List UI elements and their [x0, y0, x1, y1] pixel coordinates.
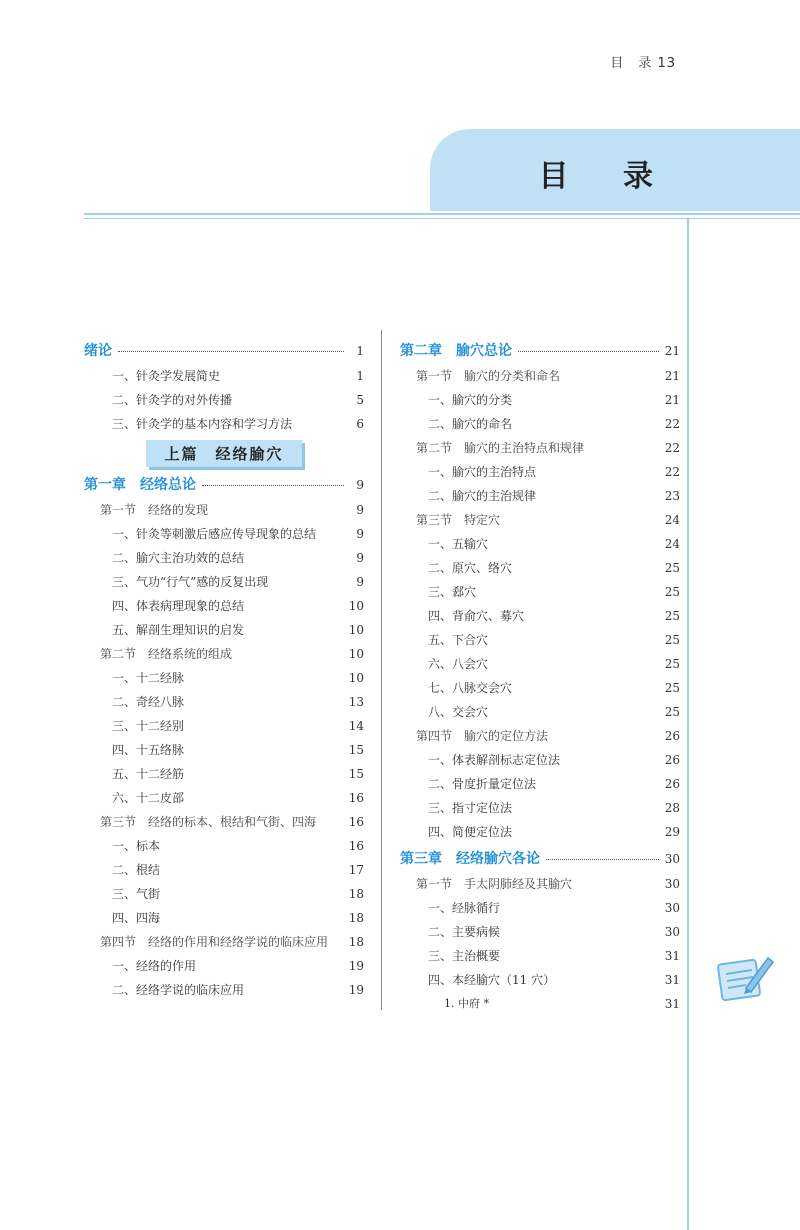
toc-entry-sub[interactable]	[84, 522, 364, 546]
toc-entry-title: 三、针灸学的基本内容和学习方法	[112, 417, 293, 431]
toc-entry-sub[interactable]	[400, 896, 680, 920]
toc-entry-page: 24	[664, 537, 680, 551]
toc-entry-sub[interactable]	[84, 546, 364, 570]
toc-entry-sec[interactable]	[400, 436, 680, 460]
toc-entry-sub[interactable]	[400, 460, 680, 484]
toc-entry-title: 二、腧穴的命名	[428, 417, 513, 431]
toc-entry-page: 22	[664, 417, 680, 431]
toc-entry-title: 三、主治概要	[428, 949, 501, 963]
toc-entry-page: 31	[664, 997, 680, 1011]
toc-entry-title: 第四节 腧穴的定位方法	[416, 729, 549, 743]
toc-entry-page: 18	[348, 911, 364, 925]
toc-entry-sub[interactable]	[400, 820, 680, 844]
toc-entry-page: 21	[664, 369, 680, 383]
toc-entry-page: 30	[664, 925, 680, 939]
toc-entry-title: 第一节 经络的发现	[100, 503, 209, 517]
toc-entry-sub[interactable]	[400, 944, 680, 968]
toc-entry-page: 16	[348, 815, 364, 829]
toc-entry-page: 9	[356, 527, 364, 541]
toc-entry-title: 第二节 腧穴的主治特点和规律	[416, 441, 585, 455]
toc-entry-title: 1. 中府 *	[444, 997, 489, 1010]
toc-entry-page: 22	[664, 441, 680, 455]
toc-entry-sub[interactable]	[400, 772, 680, 796]
toc-entry-title: 六、八会穴	[428, 657, 489, 671]
toc-entry-sub[interactable]	[400, 388, 680, 412]
toc-entry-sub[interactable]	[84, 906, 364, 930]
toc-entry-page: 13	[348, 695, 364, 709]
toc-entry-page: 6	[356, 417, 364, 431]
page-title: 目 录	[538, 159, 675, 194]
toc-entry-title: 二、主要病候	[428, 925, 501, 939]
toc-entry-chap[interactable]	[400, 338, 680, 364]
toc-entry-page: 9	[356, 575, 364, 589]
toc-entry-sub[interactable]	[84, 762, 364, 786]
toc-entry-sub[interactable]	[84, 954, 364, 978]
toc-entry-title: 五、十二经筋	[112, 767, 185, 781]
toc-entry-page: 28	[664, 801, 680, 815]
toc-entry-page: 19	[348, 959, 364, 973]
toc-entry-title: 四、四海	[112, 911, 161, 925]
toc-entry-title: 四、体表病理现象的总结	[112, 599, 245, 613]
toc-entry-page: 1	[356, 344, 364, 358]
toc-entry-title: 四、简便定位法	[428, 825, 513, 839]
toc-entry-page: 25	[664, 633, 680, 647]
toc-entry-sub[interactable]	[84, 882, 364, 906]
toc-entry-page: 26	[664, 777, 680, 791]
toc-entry-page: 21	[664, 344, 680, 358]
toc-entry-page: 10	[348, 647, 364, 661]
toc-entry-sec[interactable]	[84, 810, 364, 834]
toc-entry-title: 一、十二经脉	[112, 671, 185, 685]
toc-entry-page: 23	[664, 489, 680, 503]
toc-entry-sub[interactable]	[400, 700, 680, 724]
toc-entry-sub[interactable]	[84, 714, 364, 738]
toc-entry-title: 六、十二皮部	[112, 791, 185, 805]
toc-entry-page: 25	[664, 681, 680, 695]
toc-entry-title: 三、气街	[112, 887, 161, 901]
toc-entry-page: 30	[664, 901, 680, 915]
toc-entry-sec[interactable]	[400, 508, 680, 532]
dot-leader	[118, 350, 344, 352]
toc-entry-subsub[interactable]	[400, 992, 680, 1016]
toc-entry-title: 一、腧穴的分类	[428, 393, 513, 407]
toc-left-column	[84, 336, 364, 1002]
toc-entry-page: 18	[348, 935, 364, 949]
toc-entry-sub[interactable]	[400, 484, 680, 508]
toc-entry-sub[interactable]	[84, 666, 364, 690]
part-heading	[84, 436, 364, 470]
toc-entry-sec[interactable]	[400, 724, 680, 748]
header-rule-top	[84, 213, 800, 215]
toc-entry-sub[interactable]	[84, 412, 364, 436]
toc-entry-title: 一、五输穴	[428, 537, 489, 551]
toc-entry-title: 三、指寸定位法	[428, 801, 513, 815]
toc-entry-page: 5	[356, 393, 364, 407]
margin-rule	[687, 218, 689, 1230]
toc-entry-page: 25	[664, 609, 680, 623]
toc-entry-chap[interactable]	[400, 846, 680, 872]
toc-entry-page: 15	[348, 743, 364, 757]
toc-entry-sub[interactable]	[84, 690, 364, 714]
toc-entry-title: 第四节 经络的作用和经络学说的临床应用	[100, 935, 329, 949]
toc-entry-title: 一、针灸等刺激后感应传导现象的总结	[112, 527, 317, 541]
header-label: 目 录	[610, 56, 653, 71]
toc-entry-title: 第二节 经络系统的组成	[100, 647, 233, 661]
dot-leader	[202, 484, 344, 486]
toc-entry-page: 19	[348, 983, 364, 997]
toc-entry-sub[interactable]	[400, 676, 680, 700]
toc-entry-page: 9	[356, 478, 364, 492]
toc-entry-title: 二、腧穴主治功效的总结	[112, 551, 245, 565]
toc-entry-sec[interactable]	[84, 642, 364, 666]
toc-entry-title: 四、本经腧穴（11 穴）	[428, 973, 556, 987]
toc-entry-sub[interactable]	[84, 618, 364, 642]
toc-entry-title: 一、经脉循行	[428, 901, 501, 915]
toc-entry-sub[interactable]	[84, 786, 364, 810]
toc-entry-title: 二、骨度折量定位法	[428, 777, 537, 791]
toc-entry-page: 9	[356, 551, 364, 565]
toc-entry-title: 七、八脉交会穴	[428, 681, 513, 695]
toc-entry-title: 三、气功“行气”感的反复出现	[112, 575, 269, 589]
toc-entry-sub[interactable]	[400, 748, 680, 772]
toc-entry-sub[interactable]	[400, 580, 680, 604]
toc-entry-sub[interactable]	[84, 364, 364, 388]
toc-entry-sub[interactable]	[400, 796, 680, 820]
toc-entry-chap[interactable]	[84, 338, 364, 364]
toc-entry-sub[interactable]	[84, 834, 364, 858]
toc-entry-sec[interactable]	[400, 872, 680, 896]
toc-entry-title: 三、郄穴	[428, 585, 477, 599]
toc-entry-page: 25	[664, 585, 680, 599]
toc-entry-page: 30	[664, 877, 680, 891]
toc-entry-title: 八、交会穴	[428, 705, 489, 719]
toc-entry-page: 15	[348, 767, 364, 781]
toc-entry-page: 1	[356, 369, 364, 383]
toc-entry-page: 25	[664, 561, 680, 575]
toc-entry-title: 一、体表解剖标志定位法	[428, 753, 561, 767]
toc-entry-title: 一、经络的作用	[112, 959, 197, 973]
toc-entry-title: 第三章 经络腧穴各论	[400, 851, 540, 867]
dot-leader	[518, 350, 659, 352]
toc-entry-sub[interactable]	[84, 858, 364, 882]
toc-entry-page: 30	[664, 852, 680, 866]
title-banner	[430, 129, 800, 211]
toc-entry-title: 一、针灸学发展简史	[112, 369, 221, 383]
toc-entry-sub[interactable]	[84, 738, 364, 762]
toc-entry-title: 二、奇经八脉	[112, 695, 185, 709]
toc-entry-chap[interactable]	[84, 472, 364, 498]
column-divider	[381, 330, 382, 1010]
toc-entry-title: 第一节 腧穴的分类和命名	[416, 369, 561, 383]
toc-entry-page: 16	[348, 839, 364, 853]
toc-entry-title: 第一节 手太阴肺经及其腧穴	[416, 877, 573, 891]
toc-entry-title: 四、背俞穴、募穴	[428, 609, 525, 623]
toc-entry-page: 18	[348, 887, 364, 901]
toc-entry-page: 16	[348, 791, 364, 805]
toc-entry-sub[interactable]	[400, 920, 680, 944]
notepad-pencil-icon	[716, 952, 774, 1004]
toc-entry-sub[interactable]	[400, 412, 680, 436]
toc-entry-sub[interactable]	[400, 628, 680, 652]
toc-entry-page: 10	[348, 623, 364, 637]
toc-entry-page: 24	[664, 513, 680, 527]
toc-entry-page: 26	[664, 753, 680, 767]
toc-entry-title: 二、腧穴的主治规律	[428, 489, 537, 503]
toc-entry-title: 二、经络学说的临床应用	[112, 983, 245, 997]
toc-entry-page: 10	[348, 671, 364, 685]
toc-entry-title: 四、十五络脉	[112, 743, 185, 757]
toc-entry-title: 第二章 腧穴总论	[400, 343, 512, 359]
toc-entry-title: 三、十二经别	[112, 719, 185, 733]
toc-entry-page: 29	[664, 825, 680, 839]
page-header	[610, 52, 676, 71]
toc-entry-title: 绪论	[84, 343, 112, 359]
toc-entry-page: 26	[664, 729, 680, 743]
toc-entry-title: 一、腧穴的主治特点	[428, 465, 537, 479]
toc-entry-sub[interactable]	[84, 570, 364, 594]
part-title: 上篇 经络腧穴	[146, 440, 301, 467]
toc-entry-page: 22	[664, 465, 680, 479]
toc-entry-page: 21	[664, 393, 680, 407]
toc-entry-page: 10	[348, 599, 364, 613]
toc-entry-page: 9	[356, 503, 364, 517]
toc-entry-title: 一、标本	[112, 839, 161, 853]
toc-entry-sub[interactable]	[400, 652, 680, 676]
toc-entry-sub[interactable]	[84, 388, 364, 412]
toc-entry-page: 17	[348, 863, 364, 877]
toc-entry-page: 31	[664, 973, 680, 987]
toc-entry-sub[interactable]	[84, 978, 364, 1002]
toc-entry-title: 第三节 经络的标本、根结和气街、四海	[100, 815, 317, 829]
toc-entry-title: 五、解剖生理知识的启发	[112, 623, 245, 637]
toc-right-column	[400, 336, 680, 1016]
toc-entry-title: 五、下合穴	[428, 633, 489, 647]
toc-entry-sub[interactable]	[400, 604, 680, 628]
toc-entry-title: 二、针灸学的对外传播	[112, 393, 233, 407]
toc-entry-sub[interactable]	[400, 532, 680, 556]
toc-entry-page: 31	[664, 949, 680, 963]
header-page-number: 13	[657, 56, 676, 71]
toc-entry-sec[interactable]	[84, 930, 364, 954]
toc-entry-sub[interactable]	[400, 556, 680, 580]
toc-entry-sec[interactable]	[84, 498, 364, 522]
toc-entry-page: 25	[664, 657, 680, 671]
toc-entry-title: 二、根结	[112, 863, 161, 877]
toc-entry-title: 第三节 特定穴	[416, 513, 501, 527]
toc-entry-title: 二、原穴、络穴	[428, 561, 513, 575]
toc-entry-title: 第一章 经络总论	[84, 477, 196, 493]
toc-entry-page: 14	[348, 719, 364, 733]
toc-entry-page: 25	[664, 705, 680, 719]
toc-entry-sub[interactable]	[84, 594, 364, 618]
dot-leader	[546, 858, 659, 860]
toc-entry-sub[interactable]	[400, 968, 680, 992]
header-rule-bottom	[84, 218, 800, 219]
toc-entry-sec[interactable]	[400, 364, 680, 388]
